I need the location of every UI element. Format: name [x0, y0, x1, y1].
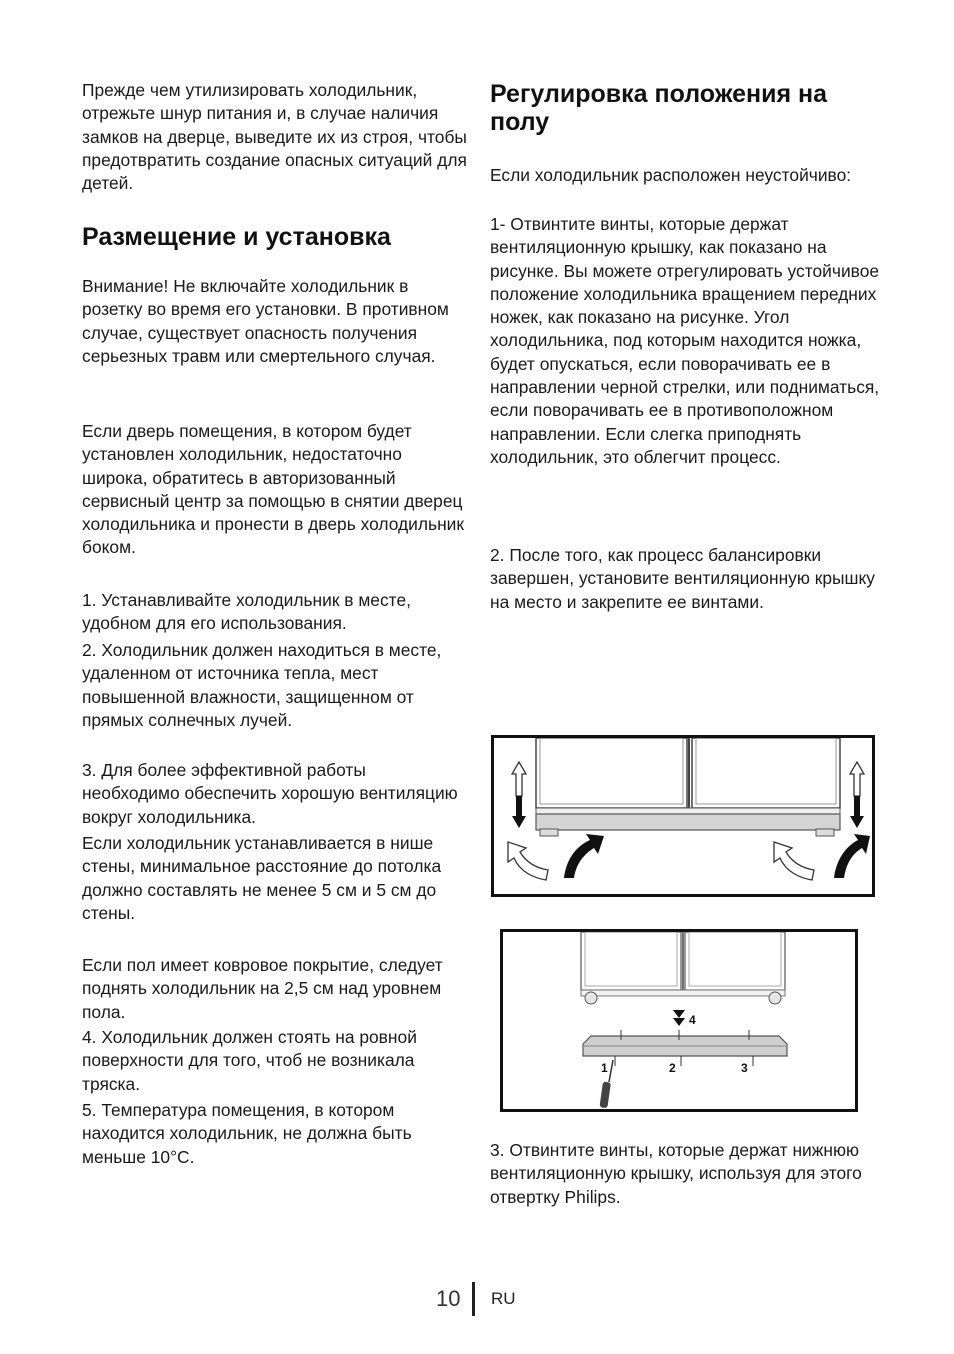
leveling-feet-drawing: [494, 738, 872, 894]
niche-paragraph: Если холодильник устанавливается в нише стены, минимальное расстояние до потолка должно составлять не менее 5 см и 5 см до стены.: [82, 833, 442, 923]
rotate-counterclockwise-icon: [774, 842, 814, 880]
list-item-1: 1. Устанавливайте холодильник в месте, удобном для его использования.: [82, 590, 411, 634]
rotate-clockwise-icon: [834, 834, 870, 878]
figure-label-2: 2: [669, 1061, 676, 1075]
figure-label-3: 3: [741, 1061, 748, 1075]
list-item-4: 4. Холодильник должен стоять на ровной поверхности для того, чтоб не возникала тряска.: [82, 1027, 417, 1094]
section-heading-installation: Размещение и установка: [82, 223, 391, 251]
ventilation-cover-figure: [500, 929, 858, 1112]
intro-paragraph: Прежде чем утилизировать холодильник, отрежьте шнур питания и, в случае наличия замков на дверце, выведите их из строя, чтобы предотвратить создание опасных ситуаций для детей.: [82, 80, 467, 194]
leveling-feet-figure: [491, 735, 875, 897]
list-item-2: 2. Холодильник должен находиться в месте, удаленном от источника тепла, мест повышенной влажности, защищенном от прямых солнечных лучей.: [82, 640, 442, 730]
down-arrow-icon: [512, 796, 526, 828]
down-arrow-icon: [673, 1010, 685, 1026]
page-number: 10: [436, 1286, 461, 1311]
up-arrow-icon: [512, 762, 526, 796]
list-item-3: 3. Для более эффективной работы необходимо обеспечить хорошую вентиляцию вокруг холодильника.: [82, 760, 458, 827]
unstable-paragraph: Если холодильник расположен неустойчиво:: [490, 165, 852, 185]
down-arrow-icon: [850, 796, 864, 828]
language-code: RU: [491, 1289, 516, 1308]
warning-paragraph: Внимание! Не включайте холодильник в розетку во время его установки. В противном случае, существует опасность получения серьезных травм или смертельного случая.: [82, 276, 449, 366]
rotate-clockwise-icon: [564, 834, 604, 878]
rotate-counterclockwise-icon: [508, 842, 548, 880]
ventilation-cover-drawing: [503, 932, 855, 1109]
figure-label-1: 1: [601, 1061, 608, 1075]
figure-label-4: 4: [689, 1013, 696, 1027]
footer-divider: [472, 1282, 475, 1316]
up-arrow-icon: [850, 762, 864, 796]
section-heading-leveling: Регулировка положения на полу: [490, 80, 828, 136]
step-3-paragraph: 3. Отвинтите винты, которые держат нижнюю вентиляционную крышку, используя для этого отвертку Philips.: [490, 1140, 862, 1207]
step-2-paragraph: 2. После того, как процесс балансировки завершен, установите вентиляционную крышку на место и закрепите ее винтами.: [490, 545, 875, 612]
step-1-paragraph: 1- Отвинтите винты, которые держат вентиляционную крышку, как показано на рисунке. Вы можете отрегулировать устойчивое положение холодильника вращением передних ножек, как показано на рисунке. Угол холодильника, под которым находится ножка, будет опускаться, если поворачивать ее в направлении черной стрелки, или подниматься, если поворачивать ее в противоположном направлении. Если слегка приподнять холодильник, это облегчит процесс.: [490, 214, 880, 467]
carpet-paragraph: Если пол имеет ковровое покрытие, следует поднять холодильник на 2,5 см над уровнем пола.: [82, 955, 443, 1022]
list-item-5: 5. Температура помещения, в котором находится холодильник, не должна быть меньше 10°C.: [82, 1100, 412, 1167]
door-paragraph: Если дверь помещения, в котором будет установлен холодильник, недостаточно широка, обратитесь в авторизованный сервисный центр за помощью в снятии дверец холодильника и пронести в дверь холодильник боком.: [82, 421, 465, 558]
